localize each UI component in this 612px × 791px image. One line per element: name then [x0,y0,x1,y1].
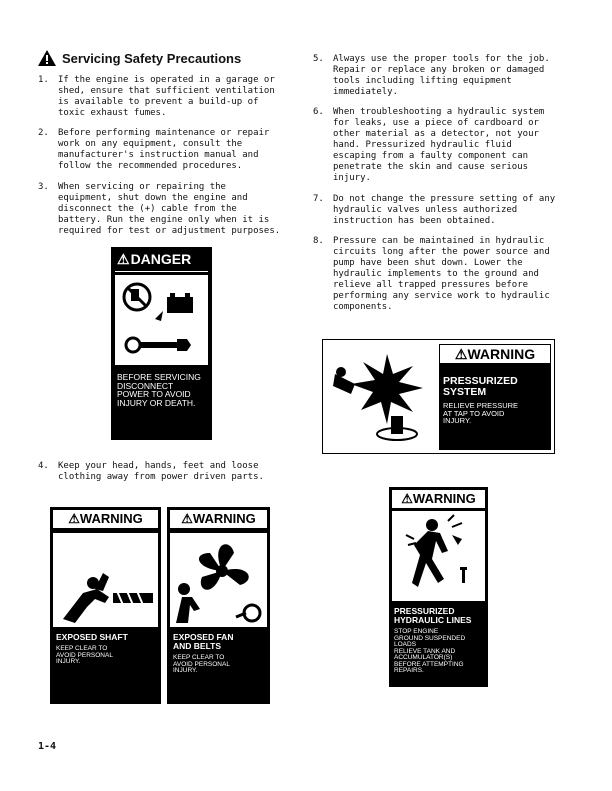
item-number: 2. [38,128,49,138]
item-number: 3. [38,182,49,192]
item-number: 6. [313,107,324,117]
text-line: Pressure can be maintained in hydraulic [333,236,545,246]
text-line: shed, ensure that sufficient ventilation [58,86,275,96]
decal-message: KEEP CLEAR TO AVOID PERSONAL INJURY. [56,645,113,665]
text-line: equipment, shut down the engine and [58,193,248,203]
hydraulic-lines-decal [389,487,488,687]
text-line: When servicing or repairing the [58,182,226,192]
exposed-shaft-decal [50,507,161,704]
text-line: injury. [333,173,371,183]
text-line: clothing away from power driven parts. [58,472,264,482]
section-title: Servicing Safety Precautions [62,50,242,66]
text-line: pump have been shut down. Lower the [333,258,523,268]
text-line: hydraulic valves unless authorized [333,205,518,215]
text-line: Always use the proper tools for the job. [333,54,550,64]
warning-triangle-icon: ⚠ [181,511,193,526]
item-text [58,128,269,172]
item-text [333,236,550,313]
pressurized-system-decal [322,339,555,454]
page-number: 1-4 [38,741,57,752]
text-line: instruction has been obtained. [333,216,496,226]
item-text [333,54,550,98]
warning-triangle-icon: ⚠ [117,251,130,267]
text-line: hand. Pressurized hydraulic fluid [333,140,512,150]
text-line: Keep your head, hands, feet and loose [58,461,259,471]
text-line: work on any equipment, consult the [58,139,243,149]
text-line: other material as a detector, not your [333,129,539,139]
decal-message: RELIEVE PRESSURE AT TAP TO AVOID INJURY. [443,401,519,425]
text-line: Before performing maintenance or repair [58,128,270,138]
disconnect-battery-pictogram [115,275,208,365]
item-text [58,182,280,237]
warning-triangle-icon [38,50,56,66]
item-text [58,75,275,119]
text-line: immediately. [333,87,399,97]
text-line: penetrate the skin and cause serious [333,162,529,172]
item-number: 7. [313,194,324,204]
warning-triangle-icon: ⚠ [454,346,468,362]
text-line: tools including lifting equipment [333,76,512,86]
text-line: for leaks, use a piece of cardboard or [333,118,539,128]
rotating-shaft-pictogram [53,533,158,627]
text-line: performing any service work to hydraulic [333,291,550,301]
exposed-fan-decal [167,507,270,704]
decal-header: ⚠WARNING [391,489,486,509]
decal-title: EXPOSED SHAFT [56,632,128,642]
text-line: If the engine is operated in a garage or [58,75,275,85]
text-line: escaping from a faulty component can [333,151,529,161]
text-line: Do not change the pressure setting of any [333,194,556,204]
item-number: 5. [313,54,324,64]
decal-message: BEFORE SERVICING DISCONNECT POWER TO AVOID INJURY OR DEATH. [117,372,201,408]
text-line: follow the recommended procedures. [58,161,243,171]
decal-message: STOP ENGINE GROUND SUSPENDED LOADS RELIEVE TANK AND ACCUMULATOR(S) BEFORE ATTEMPTING REPAIRS. [394,628,466,674]
text-line: is available to prevent a build-up of [58,97,259,107]
warning-triangle-icon: ⚠ [68,511,80,526]
item-number: 1. [38,75,49,85]
fan-blade-pictogram [170,533,267,627]
text-line: battery. Run the engine only when it is [58,215,270,225]
warning-triangle-icon: ⚠ [401,491,413,506]
text-line: toxic exhaust fumes. [58,108,167,118]
decal-title: EXPOSED FAN AND BELTS [173,632,234,651]
decal-header: ⚠DANGER [117,251,192,267]
text-line: disconnect the (+) cable from the [58,204,237,214]
decal-header: ⚠WARNING [169,509,268,529]
item-number: 4. [38,461,49,471]
text-line: circuits long after the power source and [333,247,550,257]
text-line: manufacturer's instruction manual and [58,150,259,160]
hydraulic-spray-pictogram [392,511,485,601]
decal-title: PRESSURIZED HYDRAULIC LINES [394,606,472,625]
item-text [333,194,555,227]
decal-text-panel [439,364,551,450]
pressure-burst-pictogram [327,344,435,448]
item-text [58,461,264,483]
text-line: Repair or replace any broken or damaged [333,65,545,75]
decal-title: PRESSURIZED SYSTEM [443,375,518,398]
item-text [333,107,544,184]
danger-decal [111,247,212,440]
text-line: required for test or adjustment purposes. [58,226,281,236]
item-number: 8. [313,236,324,246]
section-heading [38,50,241,66]
decal-message: KEEP CLEAR TO AVOID PERSONAL INJURY. [173,654,230,674]
text-line: components. [333,302,393,312]
text-line: When troubleshooting a hydraulic system [333,107,545,117]
decal-header: ⚠WARNING [439,344,551,364]
text-line: relieve all trapped pressures before [333,280,529,290]
text-line: hydraulic implements to the ground and [333,269,539,279]
decal-header: ⚠WARNING [52,509,159,529]
